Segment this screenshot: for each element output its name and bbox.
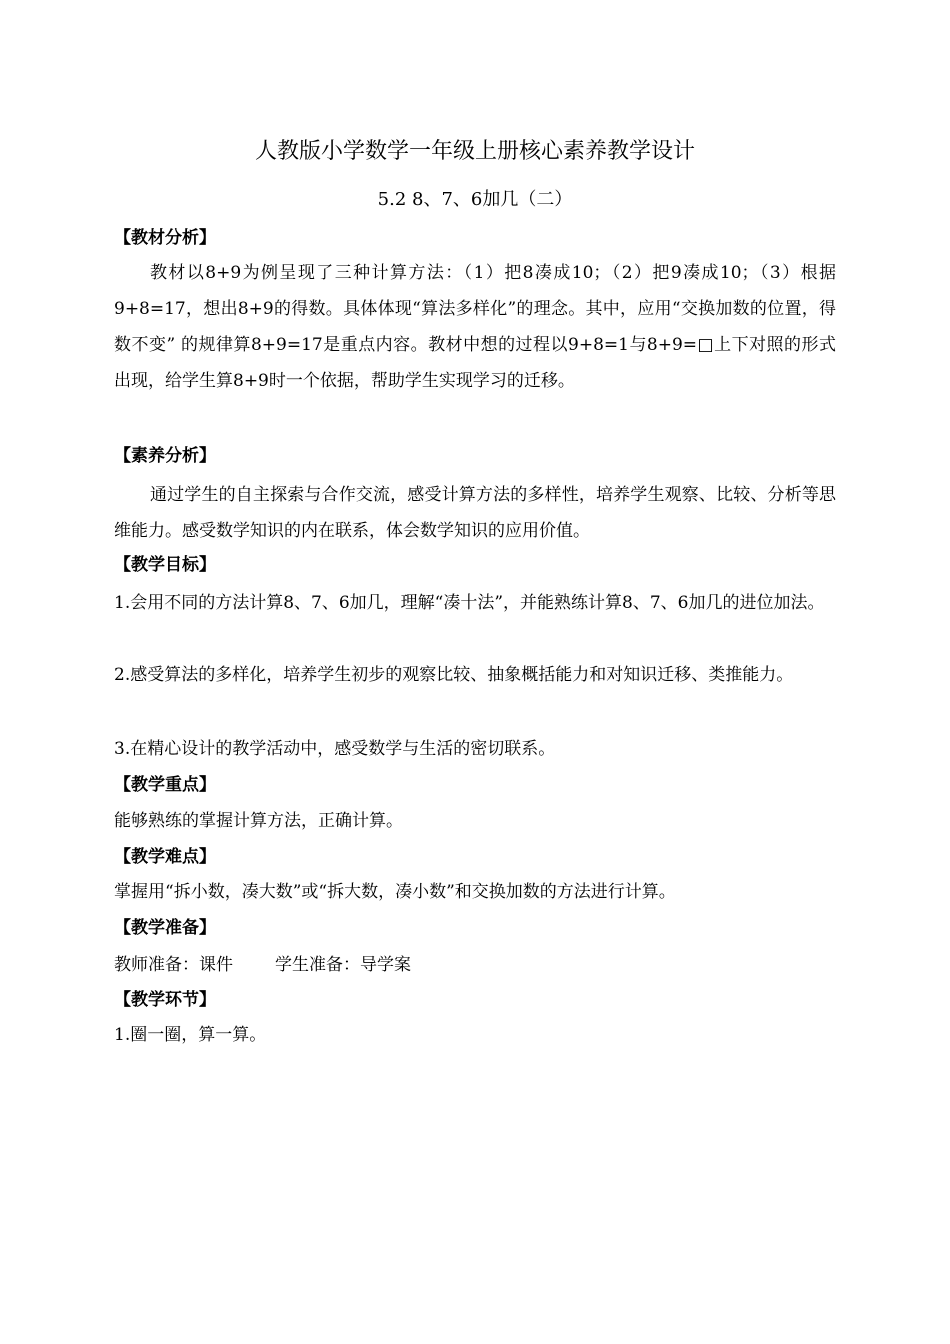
goal-item-1: 1.会用不同的方法计算8、7、6加几，理解“凑十法”，并能熟练计算8、7、6加几的进位加法。: [114, 593, 825, 613]
heading-teaching-goals: 【教学目标】: [114, 555, 216, 575]
paragraph-literacy-analysis: 通过学生的自主探索与合作交流，感受计算方法的多样性，培养学生观察、比较、分析等思维能力。感受数学知识的内在联系，体会数学知识的应用价值。: [114, 485, 836, 541]
heading-preparation: 【教学准备】: [114, 918, 216, 938]
preparation-line: [114, 953, 411, 977]
paragraph-difficulties: 掌握用“拆小数，凑大数”或“拆大数，凑小数”和交换加数的方法进行计算。: [114, 882, 676, 902]
goal-item-2: 2.感受算法的多样化，培养学生初步的观察比较、抽象概括能力和对知识迁移、类推能力。: [114, 665, 794, 685]
heading-key-points: 【教学重点】: [114, 775, 216, 795]
heading-difficulties: 【教学难点】: [114, 847, 216, 867]
teacher-preparation: 教师准备：课件: [114, 955, 233, 975]
paragraph-material-analysis: 教材以8+9为例呈现了三种计算方法：（1）把8凑成10；（2）把9凑成10；（3）根据9+8=17，想出8+9的得数。具体体现“算法多样化”的理念。其中，应用“交换加数的位置，得数不变” 的规律算8+9=17是重点内容。教材中想的过程以9+8=1与8+9=□上下对照的形式出现，给学生算8+9时一个依据，帮助学生实现学习的迁移。: [114, 263, 836, 391]
goal-item-3: 3.在精心设计的教学活动中，感受数学与生活的密切联系。: [114, 739, 556, 759]
heading-material-analysis: 【教材分析】: [114, 228, 216, 248]
student-preparation: 学生准备：导学案: [275, 955, 411, 975]
paragraph-key-points: 能够熟练的掌握计算方法，正确计算。: [114, 811, 403, 831]
document-title: 人教版小学数学一年级上册核心素养教学设计: [254, 139, 695, 164]
heading-teaching-process: 【教学环节】: [114, 990, 216, 1010]
heading-literacy-analysis: 【素养分析】: [114, 446, 216, 466]
process-item-1: 1.圈一圈，算一算。: [114, 1025, 267, 1045]
document-subtitle: 5.2 8、7、6加几（二）: [377, 189, 573, 210]
